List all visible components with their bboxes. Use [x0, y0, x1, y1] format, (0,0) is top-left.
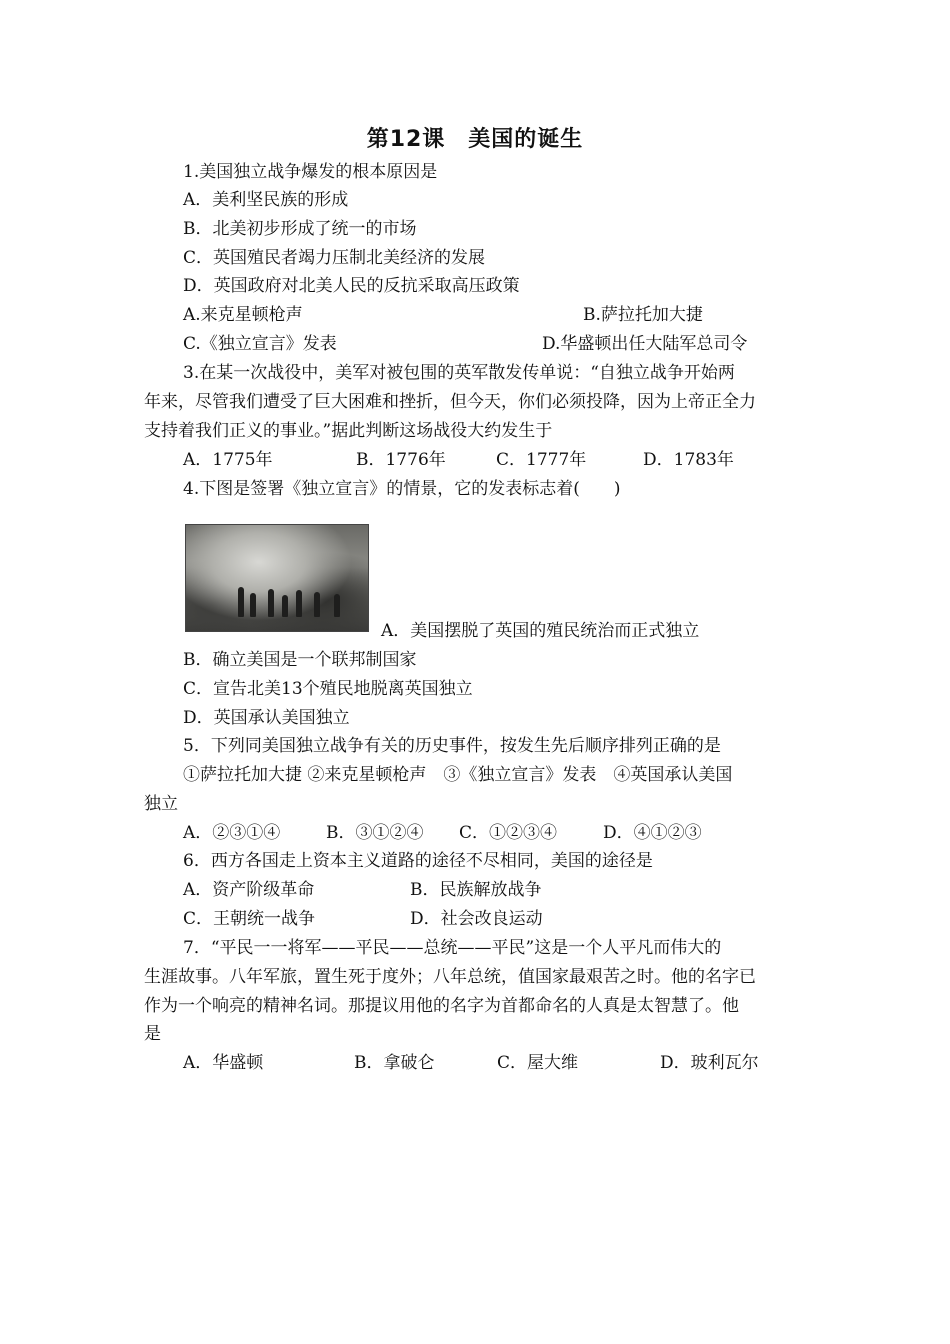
q2-option-a: A.来克星顿枪声 — [183, 305, 303, 325]
q5-items-line2: 独立 — [144, 794, 178, 814]
q6-option-a: A．资产阶级革命 — [183, 880, 315, 900]
q6-stem: 6．西方各国走上资本主义道路的途径不尽相同，美国的途径是 — [183, 851, 653, 871]
q3-option-a: A．1775年 — [183, 450, 273, 470]
q3-option-c: C．1777年 — [496, 450, 587, 470]
q5-items-line1: ①萨拉托加大捷 ②来克星顿枪声 ③《独立宣言》发表 ④英国承认美国 — [183, 765, 733, 785]
q7-option-a: A．华盛顿 — [183, 1053, 264, 1073]
q7-stem-line1: 7．“平民一一将军——平民——总统——平民”这是一个人平凡而伟大的 — [183, 938, 722, 958]
q1-stem: 1.美国独立战争爆发的根本原因是 — [183, 162, 438, 182]
q5-option-d: D．④①②③ — [603, 823, 702, 843]
q2-option-b: B.萨拉托加大捷 — [583, 305, 703, 325]
q5-option-a: A．②③①④ — [183, 823, 281, 843]
q7-option-c: C．屋大维 — [497, 1053, 579, 1073]
q1-option-d: D．英国政府对北美人民的反抗采取高压政策 — [183, 276, 520, 296]
q3-stem-line3: 支持着我们正义的事业。”据此判断这场战役大约发生于 — [144, 421, 553, 441]
q4-option-c: C．宣告北美13个殖民地脱离英国独立 — [183, 679, 473, 699]
q5-option-b: B．③①②④ — [326, 823, 424, 843]
declaration-signing-photo — [185, 524, 369, 632]
q6-option-b: B．民族解放战争 — [410, 880, 542, 900]
q7-option-b: B．拿破仑 — [354, 1053, 435, 1073]
q4-option-b: B．确立美国是一个联邦制国家 — [183, 650, 417, 670]
q5-stem: 5．下列同美国独立战争有关的历史事件，按发生先后顺序排列正确的是 — [183, 736, 721, 756]
page-title: 第12课 美国的诞生 — [366, 127, 584, 152]
q1-option-b: B．北美初步形成了统一的市场 — [183, 219, 417, 239]
q4-option-d: D．英国承认美国独立 — [183, 708, 350, 728]
q6-option-c: C．王朝统一战争 — [183, 909, 316, 929]
q4-stem: 4.下图是签署《独立宣言》的情景，它的发表标志着( ) — [183, 479, 621, 499]
q7-stem-line3: 作为一个响亮的精神名词。那提议用他的名字为首都命名的人真是太智慧了。他 — [144, 996, 739, 1016]
q1-option-a: A．美利坚民族的形成 — [183, 190, 349, 210]
q3-stem-line1: 3.在某一次战役中，美军对被包围的英军散发传单说：“自独立战争开始两 — [183, 363, 735, 383]
q3-stem-line2: 年来，尽管我们遭受了巨大困难和挫折，但今天，你们必须投降，因为上帝正全力 — [144, 392, 756, 412]
q2-option-d: D.华盛顿出任大陆军总司令 — [542, 334, 748, 354]
q1-option-c: C．英国殖民者竭力压制北美经济的发展 — [183, 248, 486, 268]
q7-stem-line4: 是 — [144, 1024, 161, 1044]
q5-option-c: C．①②③④ — [459, 823, 558, 843]
q4-option-a: A．美国摆脱了英国的殖民统治而正式独立 — [381, 621, 700, 641]
q7-stem-line2: 生涯故事。八年军旅，置生死于度外；八年总统，值国家最艰苦之时。他的名字已 — [144, 967, 756, 987]
q7-option-d: D．玻利瓦尔 — [660, 1053, 759, 1073]
q2-option-c: C.《独立宣言》发表 — [183, 334, 337, 354]
q6-option-d: D．社会改良运动 — [410, 909, 543, 929]
q3-option-d: D．1783年 — [643, 450, 734, 470]
q3-option-b: B．1776年 — [356, 450, 446, 470]
